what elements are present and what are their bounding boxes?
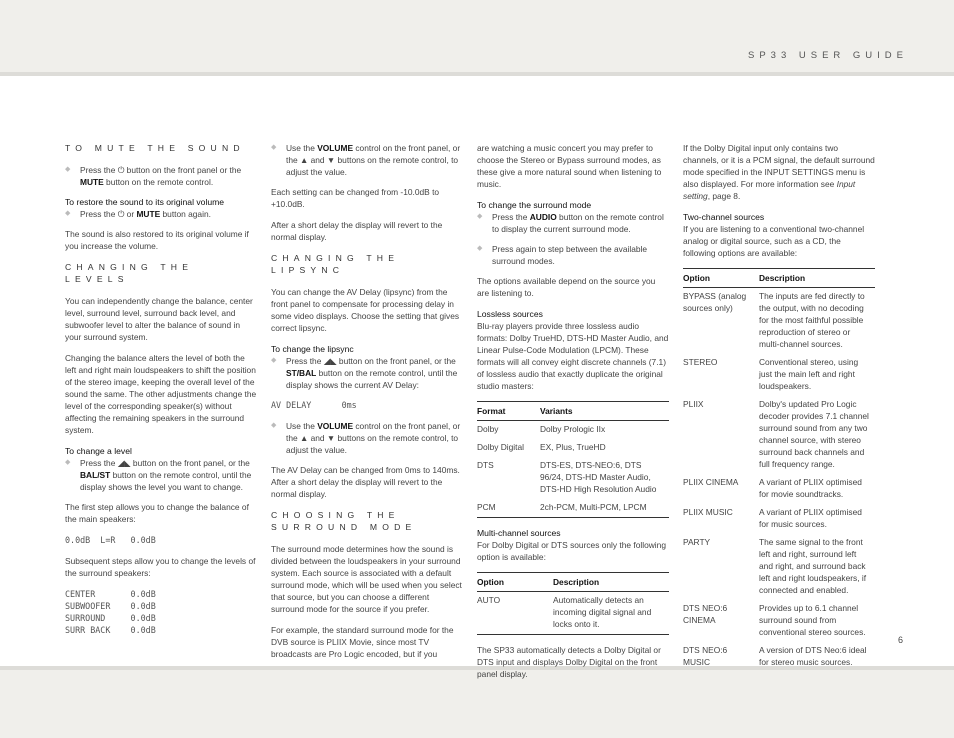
table-cell: PLIIX MUSIC xyxy=(683,507,733,517)
options-paragraph: The options available depend on the source you are listening to. xyxy=(477,276,656,298)
table-cell: Dolby's updated Pro Logic decoder provides 7.1 channel surround sound from any two channel source, with stereo surround back channels and full frequency range. xyxy=(759,399,869,469)
restore-subheading: To restore the sound to its original volume xyxy=(65,197,225,207)
table-cell: STEREO xyxy=(683,357,718,367)
table-cell: Dolby Prologic IIx xyxy=(540,424,606,434)
change-lipsync-subheading: To change the lipsync xyxy=(271,344,354,354)
surround-paragraph-2: For example, the standard surround mode for the DVB source is PLIIX Movie, since most TV broadcasts are Pro Logic encoded, but if you xyxy=(271,625,454,659)
table-row xyxy=(683,474,875,504)
auto-option-table xyxy=(477,572,669,635)
table-row xyxy=(683,504,875,534)
two-channel-paragraph: If you are listening to a conventional two-channel analog or digital source, such as a CD, the following options are available: xyxy=(683,224,865,258)
table-cell: The same signal to the front left and right, surround left and right, and surround back left and right loudspeakers, if connected and enabled. xyxy=(759,537,867,595)
table-header-cell: Variants xyxy=(540,402,669,421)
mute-section-heading: TO MUTE THE SOUND xyxy=(65,143,245,153)
lipsync-paragraph: You can change the AV Delay (lipsync) from the front panel to compensate for processing delay in some video displays. Choose the setting that gives correct lipsync. xyxy=(271,287,460,333)
speaker-levels-display: CENTER 0.0dB SUBWOOFER 0.0dB SURROUND 0.0dB SURR BACK 0.0dB xyxy=(65,589,156,635)
restore-bullet: ◆ Press the ⏻ or MUTE button again. xyxy=(65,208,257,220)
table-cell: Provides up to 6.1 channel surround sound from conventional stereo sources. xyxy=(759,603,866,637)
change-mode-subheading: To change the surround mode xyxy=(477,200,592,210)
range-paragraph: Each setting can be changed from -10.0dB to +10.0dB. xyxy=(271,187,440,209)
table-cell: DTS NEO:6 CINEMA xyxy=(683,603,728,625)
lossless-paragraph: Blu-ray players provide three lossless audio formats: Dolby TrueHD, DTS-HD Master Audio, and Linear Pulse-Code Modulation (LPCM). These formats will all convey eight discrete channels (7.1) of lossless audio that exactly duplicate the original studio masters: xyxy=(477,321,669,391)
surround-paragraph-1: The surround mode determines how the sound is divided between the loudspeakers in your surround system. Each source is associated with a default surround mode, which will be used when you select that source, but you can choose a different surround mode for the source if you prefer. xyxy=(271,544,462,614)
table-row xyxy=(683,288,875,355)
table-row xyxy=(477,439,669,457)
table-header-row xyxy=(683,269,875,288)
levels-paragraph-2: Changing the balance alters the level of both the left and right main loudspeakers to shift the position of the stereo image, keeping the overall level of the sound the same. The other adjustments change the level of the corresponding speaker(s) without affecting the remaining speakers in the surround system. xyxy=(65,353,257,435)
table-cell: The inputs are fed directly to the output, with no decoding for the most faithful possible reproduction of stereo or multi-channel sources. xyxy=(759,291,865,349)
lipsync-bullet: ◆ Press the ◢◣ button on the front panel, or the ST/BAL button on the remote control, until the display shows the current AV Delay: xyxy=(271,355,463,391)
volume-bullet: ◆ Use the VOLUME control on the front panel, or the ▲ and ▼ buttons on the remote control, to adjust the value. xyxy=(271,142,463,178)
column-3 xyxy=(477,142,669,689)
revert-paragraph: After a short delay the display will revert to the normal display. xyxy=(271,220,443,242)
table-row xyxy=(683,396,875,474)
change-level-bullet: ◆ Press the ◢◣ button on the front panel, or the BAL/ST button on the remote control, until the display shows the level you want to change. xyxy=(65,457,257,493)
table-cell: A version of DTS Neo:6 ideal for stereo music sources. xyxy=(759,645,867,667)
levels-paragraph-1: You can independently change the balance, center level, surround level, surround back level, and subwoofer level to alter the balance of sound in your surround system. xyxy=(65,296,253,342)
table-cell: PARTY xyxy=(683,537,711,547)
first-step-paragraph: The first step allows you to change the balance of the main speakers: xyxy=(65,502,249,524)
surround-section-heading: CHOOSING THE SURROUND MODE xyxy=(271,510,417,532)
table-cell: A variant of PLIIX optimised for movie soundtracks. xyxy=(759,477,862,499)
table-row xyxy=(477,592,669,635)
audio-bullet: ◆ Press the AUDIO button on the remote control to display the current surround mode. xyxy=(477,211,669,235)
balance-display: 0.0dB L=R 0.0dB xyxy=(65,535,156,545)
multichannel-subheading: Multi-channel sources xyxy=(477,528,561,538)
subsequent-steps-paragraph: Subsequent steps allow you to change the levels of the surround speakers: xyxy=(65,556,256,578)
table-header-row xyxy=(477,573,669,592)
column-4 xyxy=(683,142,875,681)
table-cell: PCM xyxy=(477,502,496,512)
detect-paragraph: The SP33 automatically detects a Dolby Digital or DTS input and displays Dolby Digital on the front panel display. xyxy=(477,645,661,679)
table-row xyxy=(477,499,669,518)
table-header-cell: Option xyxy=(477,573,553,592)
table-cell: Dolby Digital xyxy=(477,442,525,452)
table-cell: AUTO xyxy=(477,595,501,605)
table-cell: DTS xyxy=(477,460,494,470)
table-row xyxy=(683,600,875,642)
av-delay-display: AV DELAY 0ms xyxy=(271,400,357,410)
continued-paragraph: are watching a music concert you may prefer to choose the Stereo or Bypass surround modes, as these give a more natural sound when listening to music. xyxy=(477,143,662,189)
table-cell: DTS-ES, DTS-NEO:6, DTS 96/24, DTS-HD Master Audio, DTS-HD High Resolution Audio xyxy=(540,460,657,494)
lossless-subheading: Lossless sources xyxy=(477,309,543,319)
levels-section-heading: CHANGING THE LEVELS xyxy=(65,262,194,284)
table-header-row xyxy=(477,402,669,421)
input-setting-reference: Input setting xyxy=(683,179,856,201)
table-row xyxy=(683,534,875,600)
table-cell: EX, Plus, TrueHD xyxy=(540,442,606,452)
table-cell: PLIIX xyxy=(683,399,704,409)
table-header-cell: Option xyxy=(683,269,759,288)
press-again-bullet: ◆ Press again to step between the available surround modes. xyxy=(477,243,669,267)
table-header-cell: Format xyxy=(477,402,540,421)
column-1 xyxy=(65,142,257,645)
guide-title: SP33 USER GUIDE xyxy=(748,50,908,61)
page-number: 6 xyxy=(898,635,904,645)
table-row xyxy=(683,642,875,672)
change-level-subheading: To change a level xyxy=(65,446,132,456)
table-row xyxy=(683,354,875,396)
table-cell: PLIIX CINEMA xyxy=(683,477,739,487)
table-header-cell: Description xyxy=(759,269,875,288)
table-row xyxy=(477,421,669,440)
table-cell: BYPASS (analog sources only) xyxy=(683,291,747,313)
intro-paragraph: If the Dolby Digital input only contains two channels, or it is a PCM signal, the default surround mode specified in the INPUT SETTINGS menu is also displayed. For more information see Input setting, page 8. xyxy=(683,143,875,201)
table-cell: Automatically detects an incoming digital signal and locks onto it. xyxy=(553,595,652,629)
surround-options-table xyxy=(683,268,875,672)
table-cell: A variant of PLIIX optimised for music sources. xyxy=(759,507,862,529)
table-header-cell: Description xyxy=(553,573,669,592)
lipsync-section-heading: CHANGING THE LIPSYNC xyxy=(271,253,400,275)
format-table xyxy=(477,401,669,518)
two-channel-subheading: Two-channel sources xyxy=(683,212,765,222)
table-cell: Conventional stereo, using just the main left and right loudspeakers. xyxy=(759,357,859,391)
table-cell: 2ch-PCM, Multi-PCM, LPCM xyxy=(540,502,647,512)
table-cell: Dolby xyxy=(477,424,499,434)
restore-paragraph: The sound is also restored to its original volume if you increase the volume. xyxy=(65,229,249,251)
table-cell: DTS NEO:6 MUSIC xyxy=(683,645,728,667)
multichannel-paragraph: For Dolby Digital or DTS sources only the following option is available: xyxy=(477,540,666,562)
av-range-paragraph: The AV Delay can be changed from 0ms to 140ms. After a short delay the display will revert to the normal display. xyxy=(271,465,460,499)
volume-bullet-2: ◆ Use the VOLUME control on the front panel, or the ▲ and ▼ buttons on the remote control, to adjust the value. xyxy=(271,420,463,456)
column-2 xyxy=(271,142,463,669)
table-row xyxy=(477,457,669,499)
mute-bullet: ◆ Press the ⏻ button on the front panel or the MUTE button on the remote control. xyxy=(65,164,257,188)
